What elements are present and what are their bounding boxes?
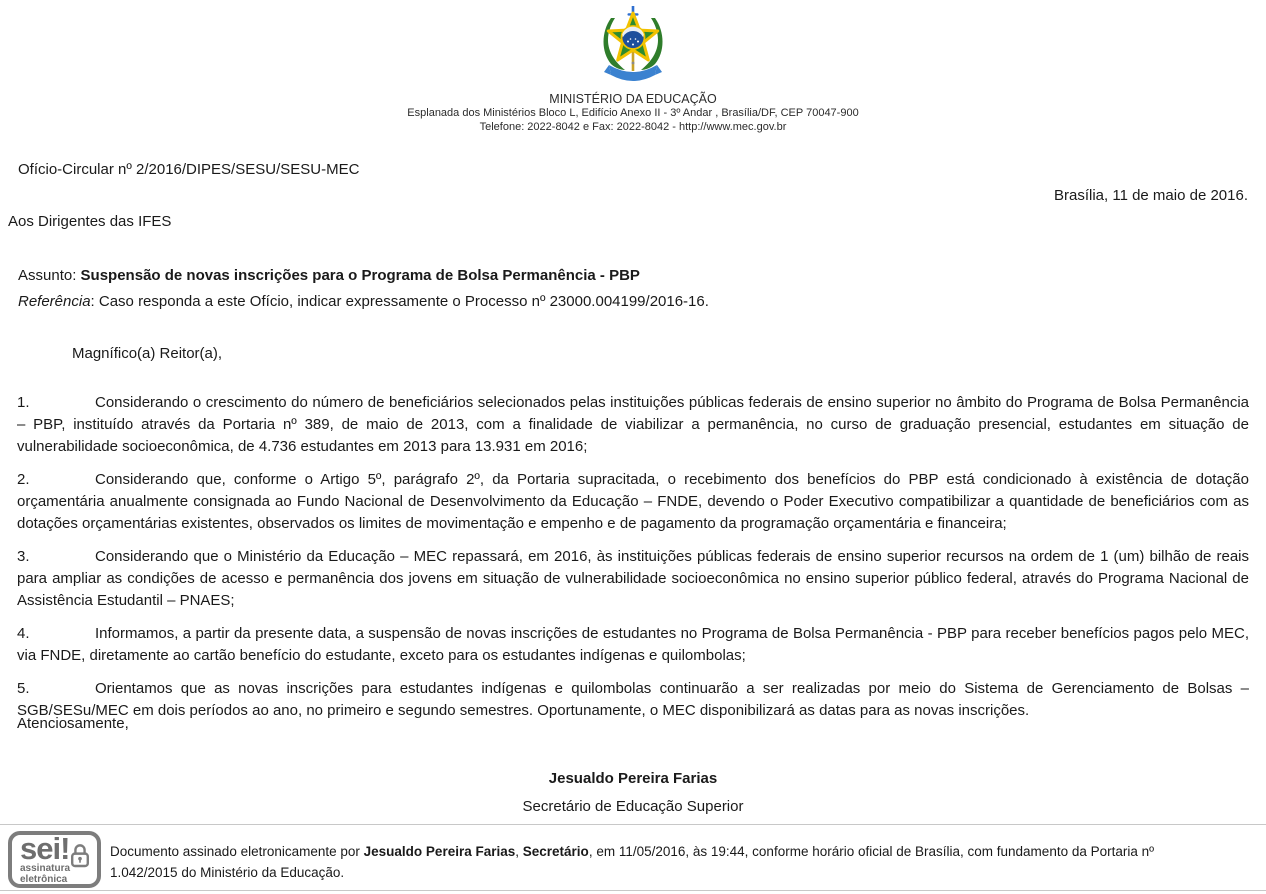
paragraph-4 (17, 623, 1249, 667)
paragraph-3-number: 3. (17, 548, 30, 565)
paragraph-1-text: Considerando o crescimento do número de beneficiários selecionados pelas instituições públicas federais de ensino superior no âmbito do Programa de Bolsa Permanência – PBP, instituído através da Portaria nº 389, de maio de 2013, com a finalidade de viabilizar a permanência, no curso de graduação presencial, estudantes em situação de vulnerabilidade socioeconômica, de 4.736 estudantes em 2013 para 13.931 em 2016; (17, 394, 1249, 455)
paragraph-3 (17, 546, 1249, 612)
closing: Atenciosamente, (17, 715, 129, 732)
paragraph-5 (17, 678, 1249, 722)
paragraph-1-number: 1. (17, 394, 30, 411)
paragraph-2 (17, 469, 1249, 535)
paragraph-3-text: Considerando que o Ministério da Educação – MEC repassará, em 2016, às instituições públicas federais de ensino superior recursos na ordem de 1 (um) bilhão de reais para ampliar as condições de acesso e permanência dos jovens em situação de vulnerabilidade socioeconômica no ensino superior público federal, através do Programa Nacional de Assistência Estudantil – PNAES; (17, 548, 1249, 609)
subject-line (18, 267, 1248, 284)
reference-line (18, 293, 1248, 310)
signer-name: Jesualdo Pereira Farias (548, 770, 718, 787)
electronic-signature-statement (110, 841, 1222, 883)
paragraph-1 (17, 392, 1249, 458)
ministry-address: Esplanada dos Ministérios Bloco L, Edifício Anexo II - 3º Andar , Brasília/DF, CEP 70047-900 (407, 107, 859, 119)
brazil-coat-of-arms-icon (595, 6, 671, 90)
sei-subtitle-2: eletrônica (20, 874, 68, 885)
sei-subtitle-1: assinatura (20, 863, 71, 874)
footer-bottom-divider (0, 890, 1266, 891)
reference-text: : Caso responda a este Ofício, indicar expressamente o Processo nº 23000.004199/2016-16. (90, 293, 709, 310)
salutation: Magnífico(a) Reitor(a), (72, 345, 223, 362)
paragraph-2-number: 2. (17, 471, 30, 488)
sei-electronic-signature-logo (8, 831, 101, 888)
date-line: Brasília, 11 de maio de 2016. (1053, 187, 1248, 204)
ministry-contact: Telefone: 2022-8042 e Fax: 2022-8042 - http://www.mec.gov.br (479, 120, 787, 133)
subject-text: Suspensão de novas inscrições para o Programa de Bolsa Permanência - PBP (80, 267, 640, 284)
letter-body (17, 392, 1249, 733)
document-number: Ofício-Circular nº 2/2016/DIPES/SESU/SESU-MEC (18, 161, 360, 178)
paragraph-2-text: Considerando que, conforme o Artigo 5º, parágrafo 2º, da Portaria supracitada, o recebimento dos benefícios do PBP está condicionado à existência de dotação orçamentária anualmente consignada ao Fundo Nacional de Desenvolvimento da Educação – FNDE, devendo o Poder Executivo compatibilizar a quantidade de beneficiários com as dotações orçamentárias existentes, observados os limites de movimentação e empenho e de pagamento da programação orçamentária e financeira; (17, 471, 1249, 532)
letterhead (0, 6, 1266, 134)
paragraph-4-text: Informamos, a partir da presente data, a suspensão de novas inscrições de estudantes no Programa de Bolsa Permanência - PBP para receber benefícios pagos pelo MEC, via FNDE, diretamente ao cartão benefício do estudante, exceto para os estudantes indígenas e quilombolas; (17, 625, 1249, 664)
signer-role: Secretário de Educação Superior (522, 798, 744, 815)
signed-prefix: Documento assinado eletronicamente por (110, 844, 364, 859)
paragraph-5-text: Orientamos que as novas inscrições para estudantes indígenas e quilombolas continuarão a ser realizadas por meio do Sistema de Gerenciamento de Bolsas – SGB/SESu/MEC em dois períodos ao ano, no primeiro e segundo semestres. Oportunamente, o MEC disponibilizará as datas para as novas inscrições. (17, 680, 1249, 719)
footer-top-divider (0, 824, 1266, 825)
subject-label: Assunto: (18, 267, 81, 284)
padlock-icon (69, 842, 91, 868)
ministry-name: MINISTÉRIO DA EDUCAÇÃO (549, 92, 717, 106)
addressee: Aos Dirigentes das IFES (8, 213, 172, 230)
signed-rest: , em 11/05/2016, às 19:44, conforme horário oficial de Brasília, com fundamento da Portaria nº 1.042/2015 do Ministério da Educação. (110, 844, 1155, 880)
sei-wordmark: sei! (20, 831, 70, 866)
reference-label: Referência (18, 293, 91, 310)
signed-role: Secretário (522, 844, 589, 859)
signed-mid: , (515, 844, 523, 859)
signed-name: Jesualdo Pereira Farias (363, 844, 516, 859)
paragraph-5-number: 5. (17, 680, 30, 697)
paragraph-4-number: 4. (17, 625, 30, 642)
